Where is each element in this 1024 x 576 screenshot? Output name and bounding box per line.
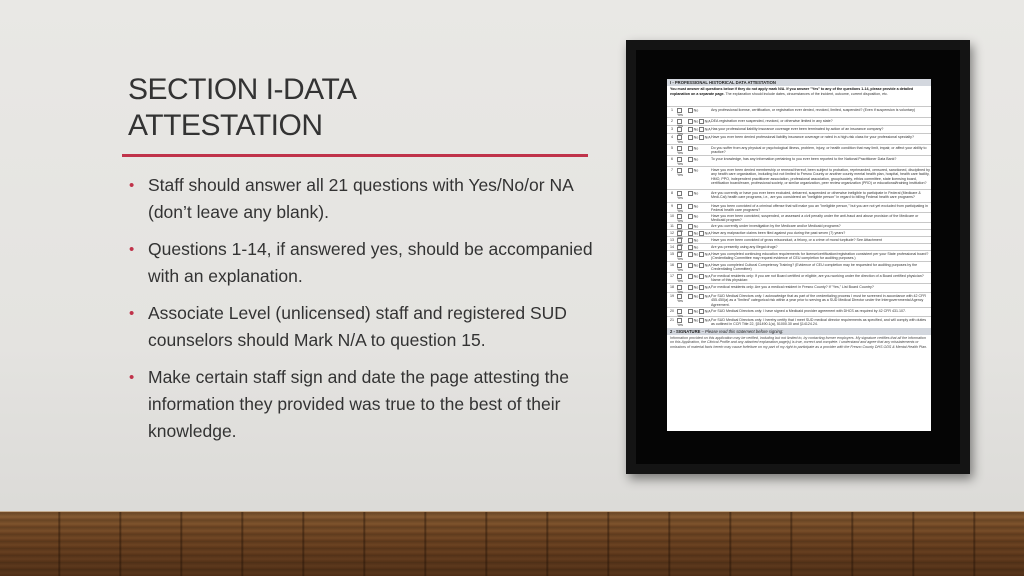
form-question-row [667,272,931,283]
form-question-row [667,106,931,117]
yes-label: Yes [677,172,683,177]
title-underline [122,154,588,157]
no-label: No [693,168,699,173]
yes-label: Yes [677,242,683,247]
no-label: No [693,214,699,219]
checkbox-icon [688,252,693,257]
yes-label: Yes [677,235,683,240]
no-label: No [693,294,699,299]
checkbox-icon [688,135,693,140]
bullet-text: Staff should answer all 21 questions with Yes/No/or NA (don’t leave any blank). [148,175,573,222]
question-number: 15 [670,252,674,256]
signature-statement: Information provided on this application may be verified, including but not limited to, by contacting former employers. My signature certifies that all the information on this Application, the Clinical Profile and any attached explanation page(s) is true, correct and complete. I understand and agree that any misstatements or omissions of material facts herein may cause forfeiture on my part of my right to participate as a provider with the Fresno County DHS ODS & Mental Health Plan. [670,336,928,349]
yes-label: Yes [677,161,683,166]
question-number: 13 [670,238,674,242]
form-question-row [667,250,931,261]
checkbox-icon [699,318,704,323]
question-text: For SUD Medical Directors only: I acknowledge that as part of the credentialing process I must be screened in accordance with 42 CFR 455.450(a) as a "limited" categorical risk within a year prior to serving as a SUD Medical Director under the Intergovernmental Agency Agreement. [711,294,926,307]
no-label: No [693,191,699,196]
question-text: Have you been convicted of a criminal offense that will make you an "ineligible person," but you are not yet excluded from participating in Federal health care programs? [711,204,929,213]
na-option [699,284,711,290]
signature-header-note: – Please read this statement before signing: [700,329,784,334]
question-number: 8 [671,191,673,195]
signature-header-label: 2 - SIGNATURE [670,329,701,334]
bullet-icon: • [129,305,135,322]
question-number: 19 [670,294,674,298]
yes-label: Yes [677,289,683,294]
na-option [699,262,711,268]
na-label: N/A [704,318,711,323]
yes-label: Yes [677,249,683,254]
no-option [688,244,699,250]
question-number: 5 [671,146,673,150]
checkbox-icon [688,204,693,209]
question-text: Have you ever been denied membership or renewal thereof, been subject to probation, reprimanded, censured, sanctioned, disciplined by any health care organization, including but not limited to Fresno County or another county mental health plan, hospital, health care facility, HMO, PPO, independent practitioner association, professional association, group/society, ethics committee, state licensing board, certification board/exam, professional society, or similar organization, peer review organization (PRO) or educational/training institution? [711,168,930,186]
checkbox-icon [688,168,693,173]
question-number: 9 [671,204,673,208]
na-option [699,293,711,299]
question-text: For medical residents only: Are you a medical resident in Fresno County? If "Yes," List Board Country? [711,285,874,289]
question-number: 6 [671,157,673,161]
question-number: 17 [670,274,674,278]
wood-floor [0,512,1024,576]
form-section-header: I - PROFESSIONAL HISTORICAL DATA ATTESTATION [667,79,931,86]
no-label: No [693,245,699,250]
bullet-item [126,172,596,226]
question-text: Has your professional liability insurance coverage ever been terminated by action of an insurance company? [711,127,884,131]
question-text: For SUD Medical Directors only: I have signed a Medicaid provider agreement with DHCS as required by 42 CFR 431.107. [711,309,906,313]
question-number: 10 [670,214,674,218]
checkbox-icon [688,238,693,243]
bullet-text: Make certain staff sign and date the page attesting the information they provided was true to the best of their knowledge. [148,367,569,441]
checkbox-icon [688,119,693,124]
na-label: N/A [704,127,711,132]
na-option [699,134,711,140]
yes-option [677,131,688,144]
yes-option [677,107,688,117]
form-question-row [667,155,931,166]
bullet-item [126,300,596,354]
no-option [688,262,699,268]
yes-label: Yes [677,256,683,261]
question-text: For SUD Medical Directors only: I hereby certify that I meet SUD medical director requirements as specified, and will comply with duties as outlined in CCR Title 22, §51490.1(a), 51000.30 and §14124.24. [711,318,927,327]
no-option [688,145,699,151]
question-text: For medical residents only: If you are not Board certified or eligible, are you working under the direction of a Board certified physician? Name of this physician: [711,274,924,283]
checkbox-icon [688,274,693,279]
no-label: No [693,285,699,290]
no-option [688,251,699,257]
checkbox-icon [688,263,693,268]
na-option [699,126,711,132]
yes-option [677,213,688,223]
question-text: Have any malpractice claims been filed against you during the past seven (7) years? [711,231,846,235]
form-question-row [667,289,931,307]
checkbox-icon [699,263,704,268]
question-text: Are you currently or have you ever been excluded, debarred, suspended or otherwise ineligible to participate in Federal (Medicare & Medi-Cal) health care programs, i.e., are you considered an "ineligible person" in regard to billing Federal health care programs? [711,191,921,200]
yes-option [677,167,688,177]
no-option [688,308,699,314]
checkbox-icon [688,309,693,314]
signature-section-header [667,328,931,335]
checkbox-icon [699,135,704,140]
question-number: 12 [670,231,674,235]
checkbox-icon [688,127,693,132]
question-number: 14 [670,245,674,249]
yes-label: Yes [677,150,683,155]
na-option [699,223,711,224]
no-label: No [693,146,699,151]
form-question-row [667,261,931,272]
no-option [688,118,699,124]
question-number: 16 [670,263,674,267]
no-option [688,134,699,140]
yes-label: Yes [677,218,683,223]
form-question-row [667,144,931,155]
checkbox-icon [699,231,704,236]
form-question-list [667,106,931,328]
na-label: N/A [704,285,711,290]
form-question-row [667,125,931,136]
question-number: 20 [670,309,674,313]
form-instructions-bold: You must answer all questions below if they do not apply mark N/A. If you answer "Yes" to any of the questions 1-14, please provide a detailed explanation on a separate page. [670,87,914,96]
question-text: To your knowledge, has any information pertaining to you ever been reported to the National Practitioner Data Bank? [711,157,897,161]
yes-option [677,251,688,261]
yes-label: Yes [677,131,683,136]
question-text: Are you currently under investigation by the Medicare and/or Medicaid programs? [711,224,841,228]
yes-option [677,273,688,283]
na-label: N/A [704,294,711,299]
no-label: No [693,108,699,113]
na-option [699,244,711,245]
bullet-icon: • [129,177,135,194]
na-option [699,118,711,124]
form-question-row [667,133,931,144]
no-option [688,293,699,299]
form-question-row [667,243,931,254]
na-option [699,213,711,214]
question-text: Have you ever been convicted, suspended, or assessed a civil penalty under the anti-fraud and abuse provision of the Medicare or Medicaid program? [711,214,919,223]
checkbox-icon [688,231,693,236]
attestation-form-image [667,79,931,431]
yes-label: Yes [677,267,683,272]
question-number: 18 [670,285,674,289]
no-label: No [693,224,699,229]
bullet-icon: • [129,241,135,258]
na-label: N/A [704,119,711,124]
form-question-row [667,189,931,202]
checkbox-icon [688,214,693,219]
yes-label: Yes [677,313,683,318]
bullet-icon: • [129,369,135,386]
na-label: N/A [704,231,711,236]
bullet-text: Questions 1-14, if answered yes, should be accompanied with an explanation. [148,239,593,286]
form-question-row [667,307,931,316]
question-text: Do you suffer from any physical or psychological illness, problem, injury, or health condition that may limit, impair, or affect your ability to practice? [711,146,927,155]
no-option [688,223,699,229]
na-option [699,251,711,257]
checkbox-icon [688,108,693,113]
na-label: N/A [704,263,711,268]
yes-option [677,156,688,166]
no-label: No [693,119,699,124]
question-text: Have you ever been convicted of gross misconduct, a felony, or a crime of moral turpitude? See Attachment [711,238,882,242]
no-option [688,213,699,219]
no-option [688,284,699,290]
no-option [688,107,699,113]
na-option [699,156,711,157]
no-option [688,167,699,173]
yes-label: Yes [677,195,683,200]
yes-option [677,293,688,303]
na-option [699,230,711,236]
form-question-row [667,117,931,128]
yes-label: Yes [677,112,683,117]
na-option [699,308,711,314]
question-text: DEA registration ever suspended, revoked, or otherwise limited in any state? [711,119,833,123]
checkbox-icon [699,274,704,279]
form-question-row [667,202,931,212]
form-question-row [667,313,931,328]
bullet-item [126,236,596,290]
checkbox-icon [688,157,693,162]
checkbox-icon [699,294,704,299]
form-question-row [667,212,931,222]
na-option [699,237,711,238]
yes-option [677,262,688,272]
checkbox-icon [688,224,693,229]
na-option [699,273,711,279]
checkbox-icon [688,285,693,290]
checkbox-icon [688,245,693,250]
no-label: No [693,309,699,314]
no-option [688,317,699,323]
na-option [699,190,711,191]
question-number: 11 [670,224,674,228]
no-option [688,230,699,236]
na-option [699,317,711,323]
no-label: No [693,231,699,236]
question-text: Have you completed continuing education requirements for license/certification/registration consistent per your State professional board? (Credentialing Committee may request evidence of CEU completion for auditing purposes.) [711,252,929,261]
no-label: No [693,127,699,132]
checkbox-icon [688,294,693,299]
checkbox-icon [699,285,704,290]
no-option [688,237,699,243]
na-option [699,167,711,168]
form-question-row [667,283,931,292]
question-number: 21 [670,318,674,322]
yes-option [677,145,688,155]
no-label: No [693,252,699,257]
form-instructions-rest: The explanation should include dates, circumstances of the incident, outcome, current disposition, etc. [724,91,888,96]
question-number: 3 [671,127,673,131]
yes-option [677,190,688,200]
checkbox-icon [688,191,693,196]
no-option [688,156,699,162]
checkbox-icon [699,119,704,124]
na-label: N/A [704,135,711,140]
na-label: N/A [704,274,711,279]
no-label: No [693,204,699,209]
no-label: No [693,318,699,323]
form-instructions [667,86,931,106]
question-number: 1 [671,108,673,112]
question-text: Are you presently using any illegal drugs? [711,245,778,249]
yes-option [677,317,688,327]
question-number: 2 [671,119,673,123]
question-number: 4 [671,135,673,139]
checkbox-icon [699,127,704,132]
no-label: No [693,157,699,162]
no-label: No [693,274,699,279]
no-option [688,190,699,196]
no-label: No [693,263,699,268]
slide-title: SECTION I-DATA ATTESTATION [128,73,357,142]
no-option [688,126,699,132]
checkbox-icon [688,318,693,323]
checkbox-icon [699,309,704,314]
question-text: Have you ever been denied professional liability insurance coverage or rated in a high-risk class for your professional specialty? [711,135,914,139]
na-option [699,203,711,204]
bullet-item [126,364,596,445]
bullet-list [126,172,596,455]
yes-label: Yes [677,123,683,128]
bullet-text: Associate Level (unlicensed) staff and registered SUD counselors should Mark N/A to question 15. [148,303,567,350]
yes-option [677,203,688,213]
yes-label: Yes [677,228,683,233]
no-option [688,203,699,209]
na-label: N/A [704,309,711,314]
checkbox-icon [699,252,704,257]
yes-label: Yes [677,139,683,144]
yes-label: Yes [677,322,683,327]
na-label: N/A [704,252,711,257]
na-option [699,107,711,108]
yes-label: Yes [677,208,683,213]
yes-label: Yes [677,298,683,303]
checkbox-icon [688,146,693,151]
question-text: Have you completed Cultural Competency Training? (Evidence of CEU completion may be requested for auditing purposes by the Credentialing Committee) [711,263,918,272]
no-label: No [693,135,699,140]
form-question-row [667,166,931,189]
no-label: No [693,238,699,243]
question-number: 7 [671,168,673,172]
na-option [699,145,711,146]
yes-label: Yes [677,278,683,283]
question-text: Any professional license, certification, or registration ever denied, revoked, limited, suspended? (Even if suspension is voluntary) [711,108,916,112]
no-option [688,273,699,279]
